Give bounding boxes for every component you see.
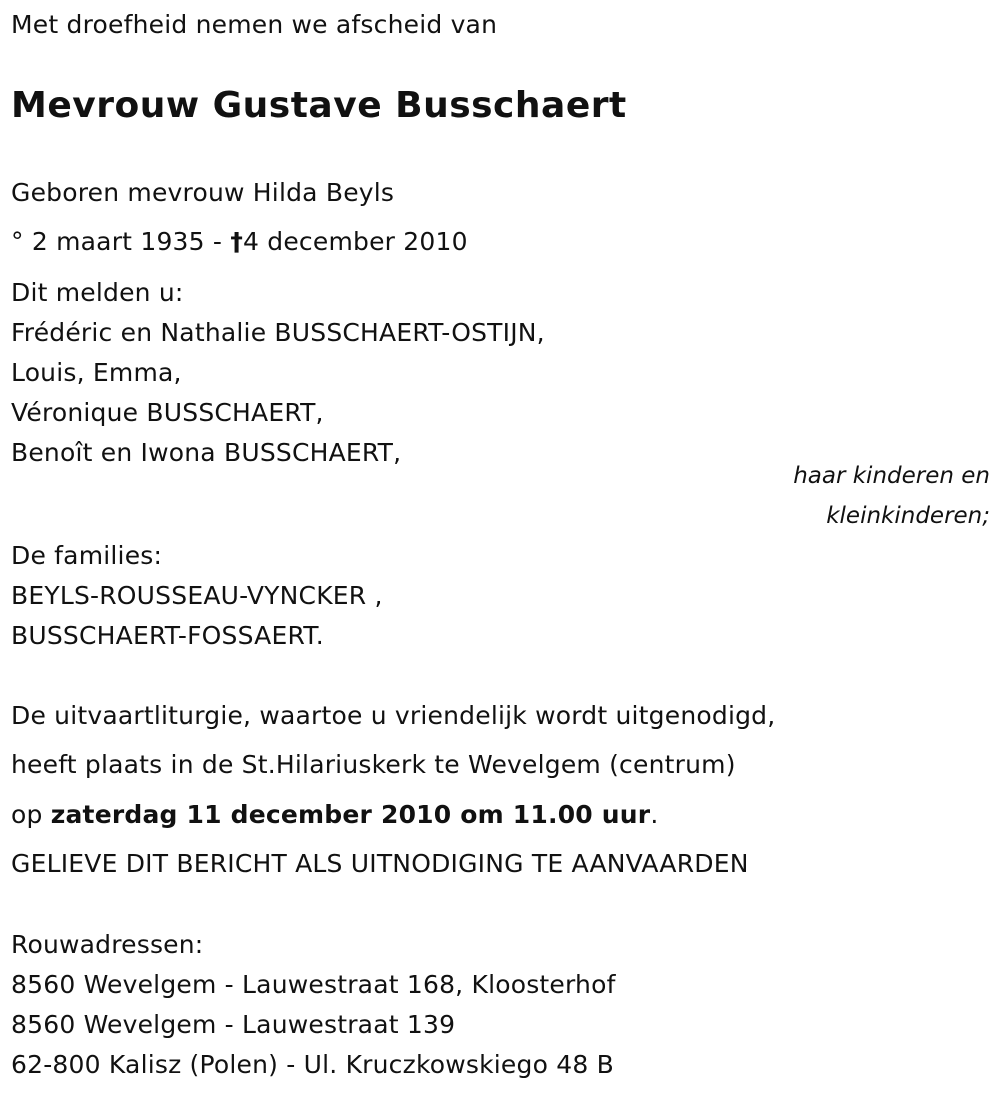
announcers-heading: Dit melden u: [11,278,184,307]
birth-date: 2 maart 1935 [31,227,205,256]
ceremony-line-1: De uitvaartliturgie, waartoe u vriendelijk wordt uitgenodigd, [11,701,776,730]
ceremony-line-2: heeft plaats in de St.Hilariuskerk te Wevelgem (centrum) [11,750,736,779]
ceremony-suffix: . [650,800,659,829]
address-item: 8560 Wevelgem - Lauwestraat 139 [11,1010,456,1039]
cross-icon: † [230,227,244,256]
deceased-name: Mevrouw Gustave Busschaert [11,85,627,126]
announcer-name: Louis, Emma, [11,358,182,387]
ceremony-prefix: op [11,800,51,829]
address-item: 62-800 Kalisz (Polen) - Ul. Kruczkowskiego 48 B [11,1050,614,1079]
announcer-name: Benoît en Iwona BUSSCHAERT, [11,438,402,467]
family-name: BUSSCHAERT-FOSSAERT. [11,621,324,650]
family-name: BEYLS-ROUSSEAU-VYNCKER , [11,581,383,610]
announcer-name: Véronique BUSSCHAERT, [11,398,324,427]
date-separator: - [212,227,223,256]
families-heading: De families: [11,541,163,570]
ceremony-datetime: zaterdag 11 december 2010 om 11.00 uur [50,800,651,829]
address-item: 8560 Wevelgem - Lauwestraat 168, Kloosterhof [11,970,616,999]
announcer-name: Frédéric en Nathalie BUSSCHAERT-OSTIJN, [11,318,545,347]
birth-symbol: ° [11,227,24,256]
death-date: 4 december 2010 [243,227,468,256]
relation-line-1: haar kinderen en [793,463,990,489]
maiden-name: Geboren mevrouw Hilda Beyls [11,178,395,207]
addresses-heading: Rouwadressen: [11,930,204,959]
intro-text: Met droefheid nemen we afscheid van [11,10,498,39]
invitation-notice: GELIEVE DIT BERICHT ALS UITNODIGING TE AANVAARDEN [11,849,749,878]
life-dates [11,227,468,257]
relation-line-2: kleinkinderen; [826,503,990,529]
ceremony-line-3 [11,800,658,830]
